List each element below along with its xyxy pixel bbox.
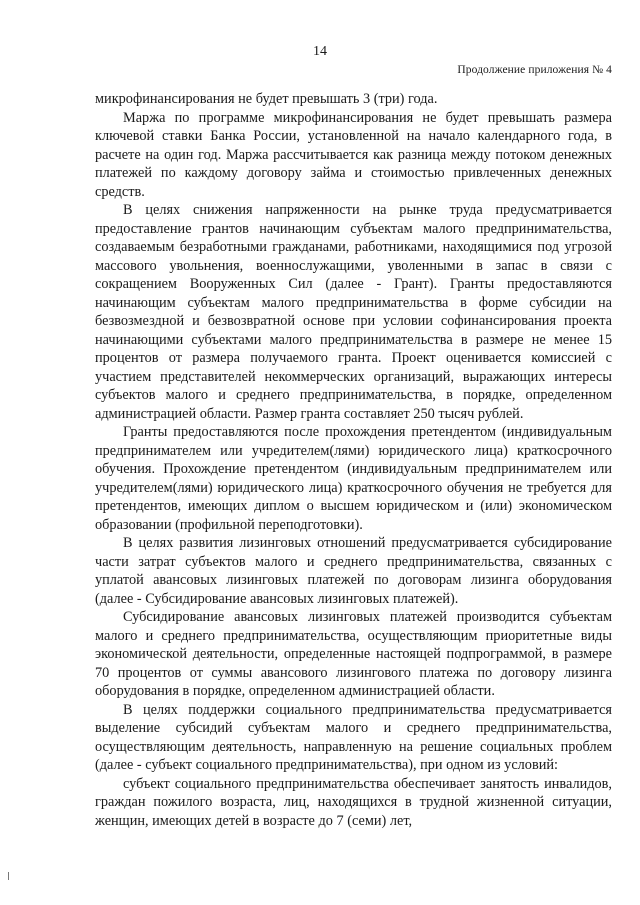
paragraph: Гранты предоставляются после прохождения претендентом (индивидуальным предпринимателем или учредителем(лями) юридического лица) краткосрочного обучения. Прохождение претендентом (индивидуальным предпринимателем или учредителем(лями) юридического лица) краткосрочного обучения не требуется для претендентов, имеющих диплом о высшем юридическом и (или) экономическом образовании (профильной переподготовки). (95, 424, 612, 533)
scan-margin-mark (8, 872, 9, 880)
paragraph: Субсидирование авансовых лизинговых платежей производится субъектам малого и среднего предпринимательства, осуществляющим приоритетные виды экономической деятельности, определенные настоящей подпрограммой, в размере 70 процентов от суммы авансового лизингового платежа по договору лизинга оборудования в порядке, определенном администрацией области. (95, 609, 612, 699)
paragraph: В целях развития лизинговых отношений предусматривается субсидирование части затрат субъектов малого и среднего предпринимательства, связанных с уплатой авансовых лизинговых платежей по договорам лизинга оборудования (далее - Субсидирование авансовых лизинговых платежей). (95, 535, 612, 607)
continuation-label: Продолжение приложения № 4 (457, 64, 612, 76)
paragraph: Маржа по программе микрофинансирования не будет превышать размера ключевой ставки Банка России, установленной на начало календарного года, в расчете на один год. Маржа рассчитывается как разница между потоком денежных платежей по каждому договору займа и стоимостью привлеченных денежных средств. (95, 109, 612, 200)
paragraph: В целях снижения напряженности на рынке труда предусматривается предоставление грантов начинающим субъектам малого предпринимательства, создаваемым безработными гражданами, работниками, находящимися под угрозой массового увольнения, военнослужащими, уволенными в запас в связи с сокращением Вооруженных Сил (далее - Грант). Гранты предоставляются начинающим субъектам малого предпринимательства в форме субсидии на безвозмездной и безвозвратной основе при условии софинансирования проекта начинающими субъектами малого предпринимательства в размере не менее 15 процентов от размера получаемого гранта. Проект оценивается комиссией с участием представителей некоммерческих организаций, выражающих интересы субъектов малого и среднего предпринимательства, в порядке, определенном администрацией области. Размер гранта составляет 250 тысяч рублей. (95, 202, 612, 422)
document-body (95, 90, 612, 830)
paragraph: субъект социального предпринимательства обеспечивает занятость инвалидов, граждан пожилого возраста, лиц, находящихся в трудной жизненной ситуации, женщин, имеющих детей в возрасте до 7 (семи) лет, (95, 775, 612, 829)
paragraph: В целях поддержки социального предпринимательства предусматривается выделение субсидий субъектам малого и среднего предпринимательства, осуществляющим деятельность, направленную на решение социальных проблем (далее - субъект социального предпринимательства), при одном из условий: (95, 701, 612, 773)
paragraph: микрофинансирования не будет превышать 3 (три) года. (95, 91, 438, 107)
page-number: 14 (313, 44, 327, 59)
